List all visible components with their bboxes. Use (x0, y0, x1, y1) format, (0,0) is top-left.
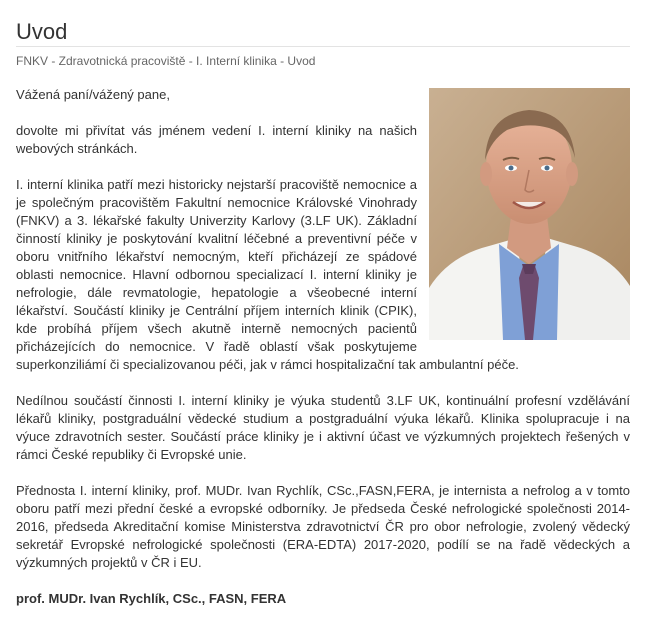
breadcrumb: FNKV - Zdravotnická pracoviště - I. Interní klinika - Uvod (16, 54, 316, 68)
article-content (16, 86, 630, 608)
portrait-photo (429, 88, 630, 340)
paragraph-about-clinic: I. interní klinika patří mezi historicky nejstarší pracoviště nemocnice a je společným pracovištěm Fakultní nemocnice Královské Vinohrady (FNKV) a 3. lékařské fakulty Univerzity Karlovy (3.LF UK). Základní činností kliniky je poskytování kvalitní léčebné a preventivní péče v oboru vnitřního lékařství nemocným, kteří přicházejí ze spádové oblasti nemocnice. Hlavní odbornou specializací I. interní kliniky je nefrologie, dále revmatologie, hepatologie a všeobecné interní lékařství. Součástí kliniky je Centrální příjem interních klinik (CPIK), kde probíhá příjem všech akutně interně nemocných pacientů přicházejících do nemocnice. V řadě oblastí však poskytujeme superkonziliámí či specializovanou péči, jak v rámci hospitalizační tak ambulantní péče. (16, 177, 519, 372)
signature: prof. MUDr. Ivan Rychlík, CSc., FASN, FERA (16, 591, 287, 606)
paragraph-education: Nedílnou součástí činnosti I. interní kliniky je výuka studentů 3.LF UK, kontinuální profesní vzdělávání lékařů kliniky, postgraduální vědecké studium a postgraduální výuka lékařů. Klinika spolupracuje i na výuce zdravotních sester. Součástí práce kliniky je i aktivní účast ve výzkumných projektech řešených v rámci České republiky či Evropské unie. (16, 393, 630, 462)
paragraph-welcome: dovolte mi přivítat vás jménem vedení I. interní kliniky na našich webových stránkách. (16, 123, 417, 156)
title-divider (16, 46, 630, 47)
paragraph-head-of-clinic: Přednosta I. interní kliniky, prof. MUDr. Ivan Rychlík, CSc.,FASN,FERA, je internista a nefrolog a v tomto oboru patří mezi přední české a evropské odborníky. Je předseda České nefrologické společnosti 2014-2016, předseda Akreditační komise Ministerstva zdravotnictví ČR pro obor nefrologie, zvolený vědecký sekretář Evropské nefrologické společnosti (ERA-EDTA) 2017-2020, podílí se na řadě vědeckých a výzkumných projektů v ČR i EU. (16, 483, 630, 570)
greeting: Vážená paní/vážený pane, (16, 87, 170, 102)
page-title: Uvod (16, 19, 68, 44)
